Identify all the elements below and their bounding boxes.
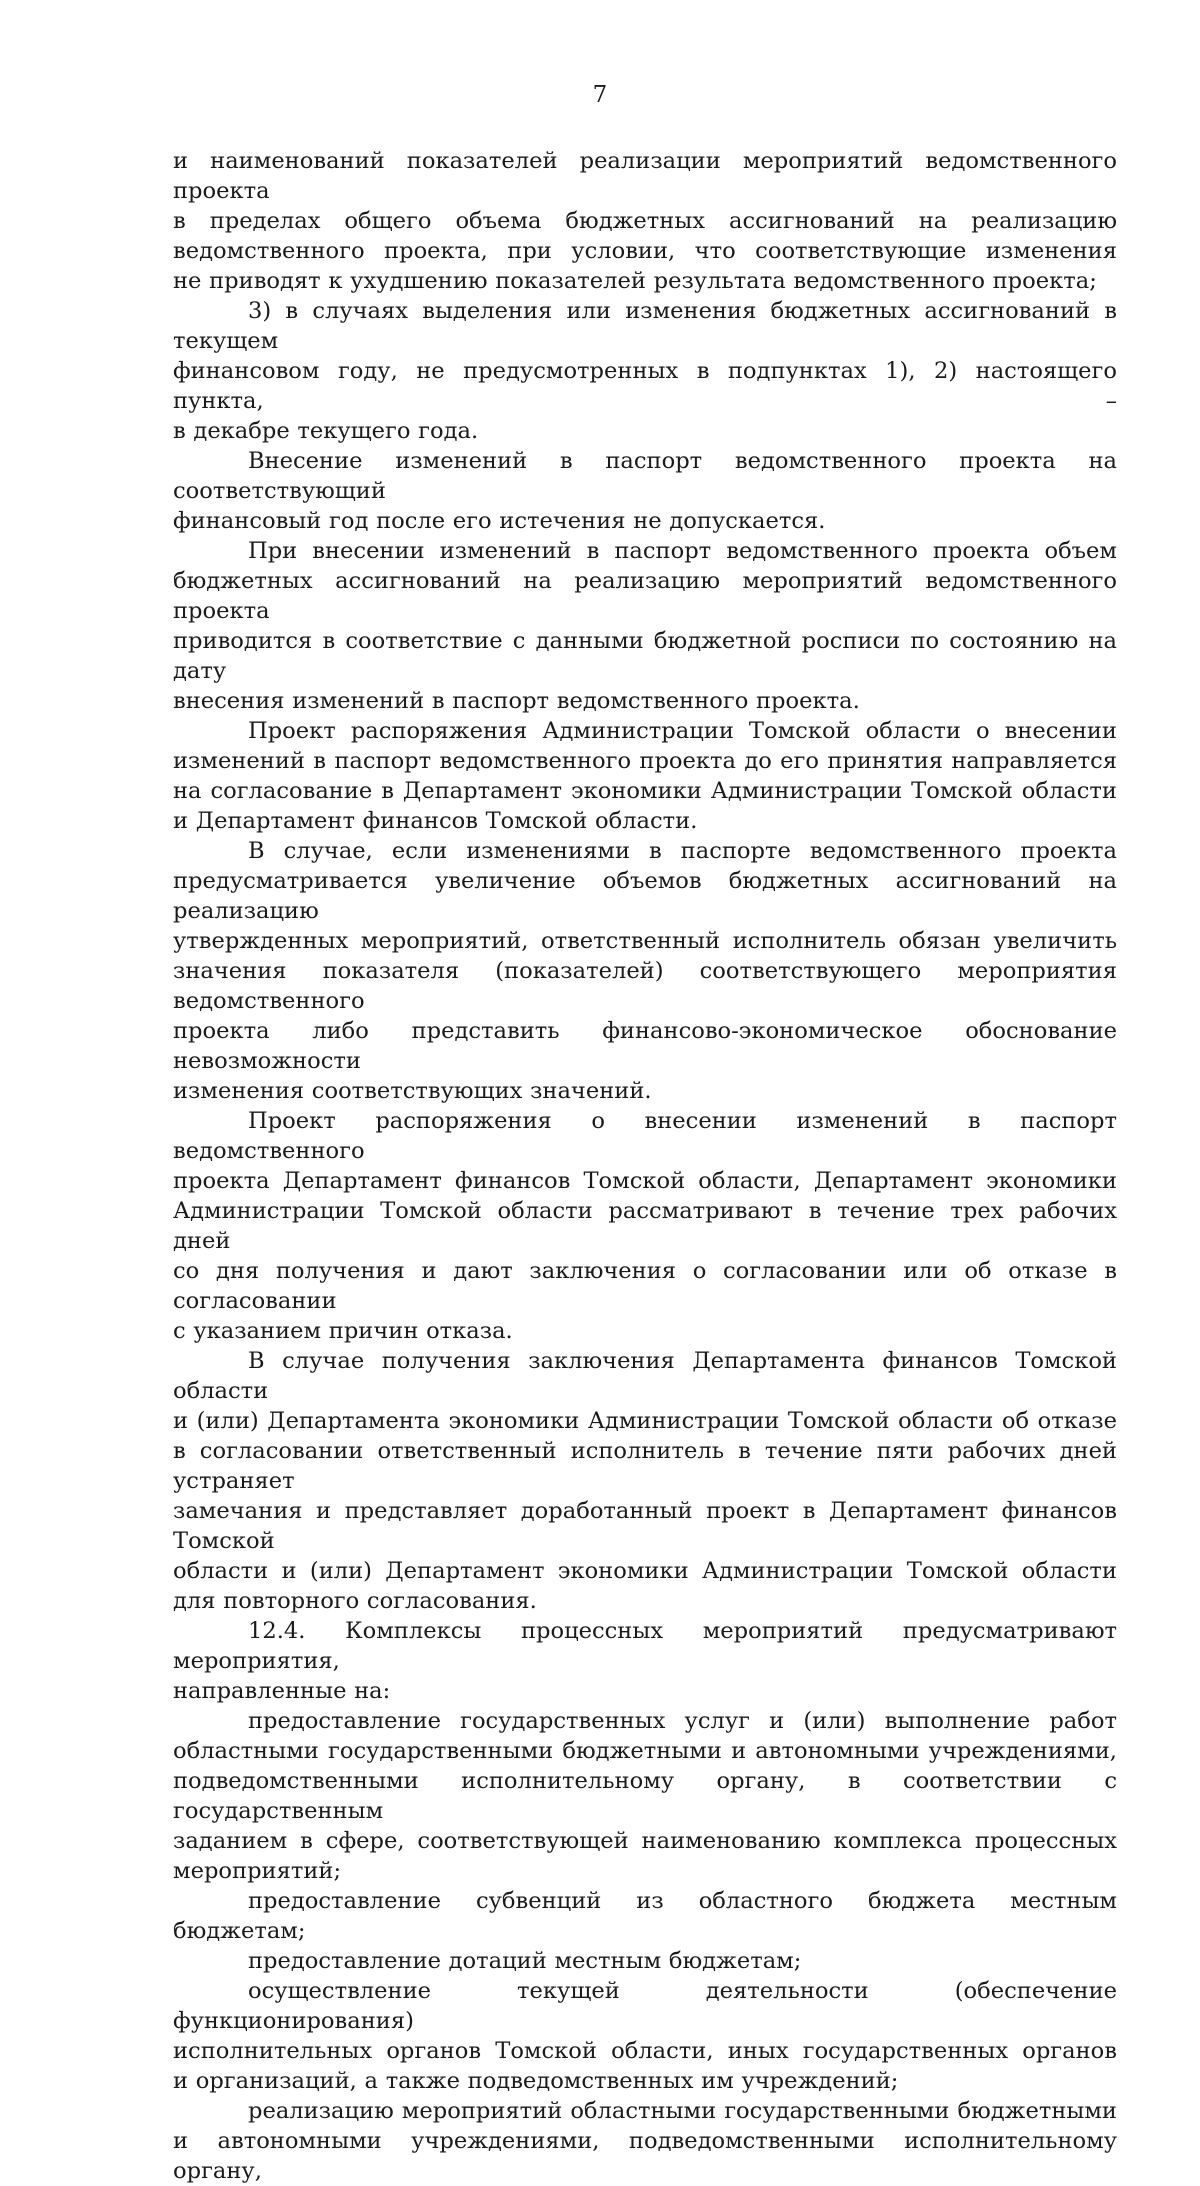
text-line: для повторного согласования. (173, 1588, 537, 1614)
paragraph (173, 716, 1117, 836)
text-line: замечания и представляет доработанный проект в Департамент финансов Томской (173, 1498, 1117, 1554)
text-line: с указанием причин отказа. (173, 1318, 513, 1344)
text-line: изменений в паспорт ведомственного проекта до его принятия направляется (173, 748, 1117, 774)
paragraph (173, 536, 1117, 716)
text-line: изменения соответствующих значений. (173, 1078, 652, 1104)
text-line: в согласовании ответственный исполнитель в течение пяти рабочих дней устраняет (173, 1438, 1117, 1494)
text-line: исполнительных органов Томской области, иных государственных органов (173, 2038, 1117, 2064)
text-line: и организаций, а также подведомственных им учреждений; (173, 2068, 899, 2094)
text-line: осуществление текущей деятельности (обеспечение функционирования) (173, 1978, 1117, 2034)
text-line: мероприятий; (173, 1858, 342, 1884)
text-line: приводится в соответствие с данными бюджетной росписи по состоянию на дату (173, 628, 1117, 684)
text-line: реализацию мероприятий областными государственными бюджетными (248, 2098, 1117, 2124)
paragraph (173, 1106, 1117, 1346)
paragraph-list-item (173, 1946, 1117, 1976)
text-line: Внесение изменений в паспорт ведомственного проекта на соответствующий (173, 448, 1117, 504)
text-line: областными государственными бюджетными и автономными учреждениями, (173, 1738, 1117, 1764)
paragraph-list-item (173, 2096, 1117, 2186)
paragraph (173, 836, 1117, 1106)
paragraph-list-item (173, 1706, 1117, 1886)
document-body (173, 146, 1117, 2186)
paragraph-list-item (173, 1886, 1117, 1946)
text-line: на согласование в Департамент экономики Администрации Томской области (173, 778, 1117, 804)
text-line: и автономными учреждениями, подведомственными исполнительному органу, (173, 2128, 1117, 2184)
text-line: подведомственными исполнительному органу, в соответствии с государственным (173, 1768, 1117, 1824)
text-line: В случае получения заключения Департамента финансов Томской области (173, 1348, 1117, 1404)
paragraph-subitem-3 (173, 296, 1117, 446)
text-line: в декабре текущего года. (173, 418, 479, 444)
page-number: 7 (592, 82, 608, 108)
text-line: Проект распоряжения о внесении изменений в паспорт ведомственного (173, 1108, 1117, 1164)
text-line: и наименований показателей реализации мероприятий ведомственного проекта (173, 148, 1117, 204)
text-line: не приводят к ухудшению показателей результата ведомственного проекта; (173, 268, 1097, 294)
text-line: проекта либо представить финансово-экономическое обоснование невозможности (173, 1018, 1117, 1074)
paragraph-list-item (173, 1976, 1117, 2096)
text-line: Проект распоряжения Администрации Томской области о внесении (248, 718, 1117, 744)
text-line: и Департамент финансов Томской области. (173, 808, 698, 834)
text-line: предоставление дотаций местным бюджетам; (248, 1948, 802, 1974)
text-line: области и (или) Департамент экономики Администрации Томской области (173, 1558, 1117, 1584)
text-line: значения показателя (показателей) соответствующего мероприятия ведомственного (173, 958, 1117, 1014)
text-line: проекта Департамент финансов Томской области, Департамент экономики (173, 1168, 1117, 1194)
text-line: внесения изменений в паспорт ведомственного проекта. (173, 688, 860, 714)
text-line: направленные на: (173, 1678, 391, 1704)
text-line: предусматривается увеличение объемов бюджетных ассигнований на реализацию (173, 868, 1117, 924)
text-line: финансовом году, не предусмотренных в подпунктах 1), 2) настоящего пункта, – (173, 358, 1117, 414)
text-line: бюджетных ассигнований на реализацию мероприятий ведомственного проекта (173, 568, 1117, 624)
text-line: 12.4. Комплексы процессных мероприятий предусматривают мероприятия, (173, 1618, 1117, 1674)
text-line: в пределах общего объема бюджетных ассигнований на реализацию (173, 208, 1117, 234)
text-line: Администрации Томской области рассматривают в течение трех рабочих дней (173, 1198, 1117, 1254)
text-line: При внесении изменений в паспорт ведомственного проекта объем (248, 538, 1117, 564)
text-line: и (или) Департамента экономики Администрации Томской области об отказе (173, 1408, 1117, 1434)
paragraph-continuation (173, 146, 1117, 296)
text-line: предоставление субвенций из областного бюджета местным бюджетам; (173, 1888, 1117, 1944)
text-line: заданием в сфере, соответствующей наименованию комплекса процессных (173, 1828, 1117, 1854)
text-line: ведомственного проекта, при условии, что соответствующие изменения (173, 238, 1117, 264)
text-line: утвержденных мероприятий, ответственный исполнитель обязан увеличить (173, 928, 1117, 954)
paragraph-section-12-4 (173, 1616, 1117, 1706)
text-line: 3) в случаях выделения или изменения бюджетных ассигнований в текущем (173, 298, 1117, 354)
text-line: финансовый год после его истечения не допускается. (173, 508, 826, 534)
paragraph (173, 1346, 1117, 1616)
text-line: В случае, если изменениями в паспорте ведомственного проекта (248, 838, 1117, 864)
paragraph (173, 446, 1117, 536)
text-line: предоставление государственных услуг и (или) выполнение работ (248, 1708, 1117, 1734)
text-line: со дня получения и дают заключения о согласовании или об отказе в согласовании (173, 1258, 1117, 1314)
